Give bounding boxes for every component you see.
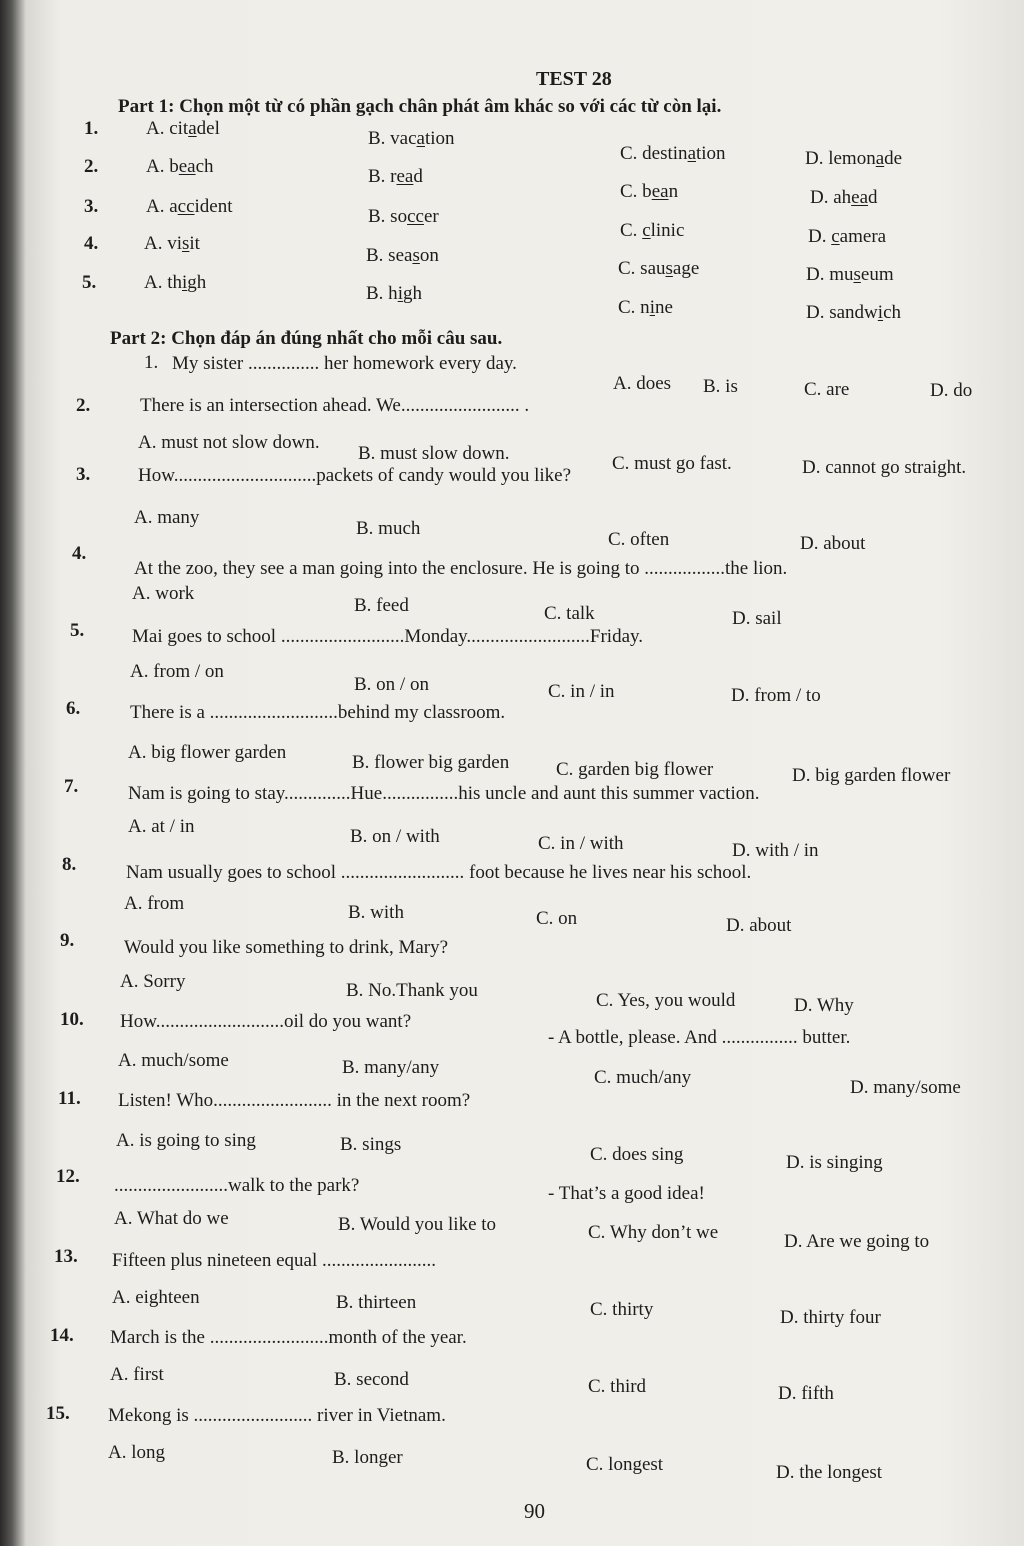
option-a: A. at / in [128,816,195,837]
option-c: C. in / in [548,681,615,702]
page-number: 90 [524,1499,545,1523]
option-a: A. does [613,373,672,394]
option-a: A. eighteen [112,1287,200,1308]
option-c: C. bean [620,181,679,202]
option-d: D. cannot go straight. [802,457,967,478]
question-stem: Nam usually goes to school .......................... foot because he lives near his school. [126,862,752,883]
question-stem: How...........................oil do you want? [120,1011,412,1032]
option-a: A. is going to sing [116,1130,256,1151]
option-b: B. on / with [350,826,440,847]
question-number: 1. [144,352,159,373]
option-c: C. garden big flower [556,759,714,780]
question-stem: Fifteen plus nineteen equal ........................ [112,1250,436,1271]
option-b: B. flower big garden [352,752,510,773]
option-d: D. fifth [778,1383,834,1404]
question-number: 12. [56,1166,80,1187]
option-c: C. does sing [590,1144,684,1165]
option-d: D. many/some [850,1077,961,1098]
option-a: A. much/some [118,1050,229,1071]
question-number: 8. [62,854,77,875]
option-b: B. feed [354,595,409,616]
option-c: C. destination [620,143,726,164]
question-response: - A bottle, please. And ................ butter. [548,1027,851,1048]
option-a: A. long [108,1442,165,1463]
option-a: A. Sorry [120,971,186,992]
option-a: A. from [124,893,185,914]
option-d: D. sail [732,608,782,629]
option-c: C. in / with [538,833,624,854]
option-c: C. Yes, you would [596,990,736,1011]
option-b: B. No.Thank you [346,980,478,1001]
option-a: A. work [132,583,195,604]
option-a: A. visit [144,233,200,254]
option-c: C. much/any [594,1067,692,1088]
option-d: D. camera [808,226,887,247]
option-a: A. must not slow down. [138,432,320,453]
question-number: 7. [64,776,79,797]
option-b: B. Would you like to [338,1214,497,1235]
item-number: 1. [84,118,99,139]
option-a: A. from / on [130,661,224,682]
option-c: C. thirty [590,1299,654,1320]
option-b: B. many/any [342,1057,440,1078]
option-d: D. big garden flower [792,765,951,786]
option-b: B. read [368,166,423,187]
option-d: D. ahead [810,187,878,208]
option-a: A. beach [146,156,214,177]
option-c: C. nine [618,297,673,318]
option-d: D. lemonade [805,148,903,169]
option-b: B. much [356,518,421,539]
option-a: A. big flower garden [128,742,287,763]
question-number: 11. [58,1088,81,1109]
item-number: 5. [82,272,97,293]
option-d: D. thirty four [780,1307,881,1328]
question-stem: There is an intersection ahead. We......................... . [140,395,530,416]
option-b: B. must slow down. [358,443,510,464]
option-b: B. soccer [368,206,439,227]
option-c: C. must go fast. [612,453,732,474]
item-number: 3. [84,196,99,217]
question-number: 10. [60,1009,84,1030]
question-number: 13. [54,1246,78,1267]
question-stem: There is a ...........................behind my classroom. [130,702,506,723]
option-d: D. do [930,380,973,401]
option-b: B. second [334,1369,409,1390]
question-stem: Mai goes to school ..........................Monday..........................Friday. [132,626,644,647]
question-stem: Listen! Who......................... in the next room? [118,1090,471,1111]
option-d: D. is singing [786,1152,883,1173]
option-b: B. sings [340,1134,402,1155]
option-c: C. sausage [618,258,700,279]
option-b: B. season [366,245,439,266]
option-a: A. first [110,1364,164,1385]
option-c: C. are [804,379,850,400]
option-c: C. talk [544,603,595,624]
option-d: D. Are we going to [784,1231,930,1252]
question-number: 2. [76,395,91,416]
option-b: B. with [348,902,404,923]
option-a: A. accident [146,196,233,217]
question-number: 3. [76,464,91,485]
option-d: D. the longest [776,1462,883,1483]
option-d: D. Why [794,995,854,1016]
question-stem: March is the .........................month of the year. [110,1327,467,1348]
question-stem: ........................walk to the park? [114,1175,360,1196]
test-title: TEST 28 [536,68,612,90]
question-stem: Mekong is ......................... river in Vietnam. [108,1405,446,1426]
option-a: A. What do we [114,1208,229,1229]
option-d: D. from / to [731,685,821,706]
option-b: B. vacation [368,128,455,149]
question-stem: My sister ............... her homework every day. [172,353,517,374]
item-number: 4. [84,233,99,254]
item-number: 2. [84,156,99,177]
option-d: D. about [800,533,866,554]
option-b: B. on / on [354,674,429,695]
question-response: - That’s a good idea! [548,1183,705,1204]
question-number: 6. [66,698,81,719]
option-b: B. longer [332,1447,403,1468]
question-stem: How..............................packets of candy would you like? [138,465,572,486]
question-number: 9. [60,930,75,951]
part1-title: Part 1: Chọn một từ có phần gạch chân phát âm khác so với các từ còn lại. [118,96,722,117]
question-stem: At the zoo, they see a man going into the enclosure. He is going to .................the lion. [134,558,788,579]
part2-title: Part 2: Chọn đáp án đúng nhất cho mỗi câu sau. [110,328,503,349]
question-number: 5. [70,620,85,641]
option-b: B. is [703,376,738,397]
option-c: C. longest [586,1454,664,1475]
question-number: 14. [50,1325,74,1346]
option-d: D. with / in [732,840,819,861]
option-b: B. thirteen [336,1292,417,1313]
question-stem: Nam is going to stay..............Hue................his uncle and aunt this summer vaction. [128,783,760,804]
question-stem: Would you like something to drink, Mary? [124,937,449,958]
question-number: 15. [46,1403,70,1424]
option-a: A. many [134,507,200,528]
option-d: D. sandwich [806,302,901,323]
option-c: C. on [536,908,578,929]
option-a: A. citadel [146,118,220,139]
option-c: C. often [608,529,670,550]
option-c: C. Why don’t we [588,1222,719,1243]
option-b: B. high [366,283,422,304]
option-c: C. clinic [620,220,685,241]
question-number: 4. [72,543,87,564]
option-c: C. third [588,1376,647,1397]
option-d: D. museum [806,264,894,285]
option-d: D. about [726,915,792,936]
option-a: A. thigh [144,272,207,293]
